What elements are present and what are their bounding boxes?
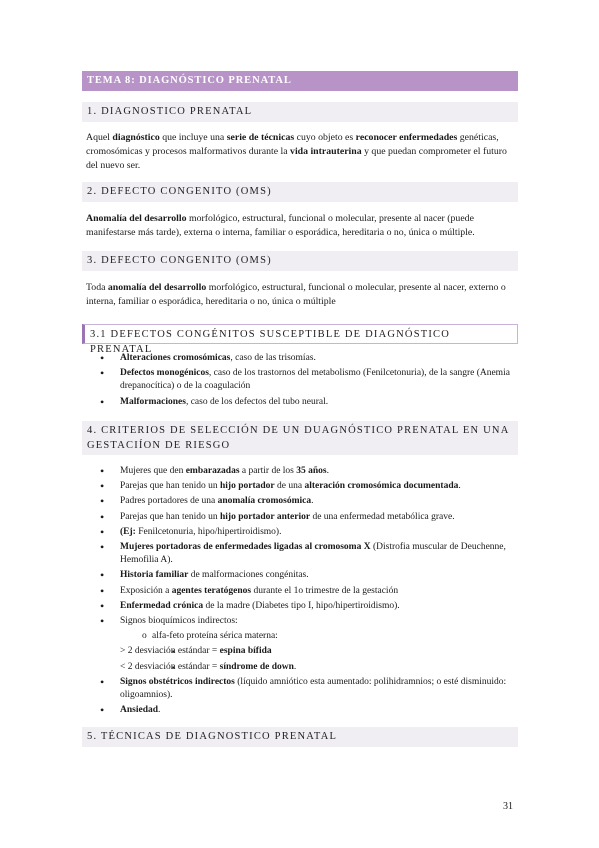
sub-list-item: ▪ < 2 desviación estándar = síndrome de down. xyxy=(96,661,516,674)
section-4-heading: 4. CRITERIOS DE SELECCIÓN DE UN DUAGNÓSTICO PRENATAL EN UNA GESTACIÍON DE RIESGO xyxy=(82,421,518,455)
list-item: • Historia familiar de malformaciones congénitas. xyxy=(96,569,516,582)
list-item: • Ansiedad. xyxy=(96,704,516,717)
section-1-paragraph: Aquel diagnóstico que incluye una serie de técnicas cuyo objeto es reconocer enfermedades genéticas, cromosómicas y procesos malformativos durante la vida intrauterina y que puedan comprometer el futuro del nuevo ser. xyxy=(86,132,507,171)
list-item: • Signos obstétricos indirectos (líquido amniótico esta aumentado: polihidramnios; o esté disminuido: oligoamnios). xyxy=(96,676,516,702)
section-1-heading: 1. DIAGNOSTICO PRENATAL xyxy=(82,102,518,122)
section-3-1-heading: 3.1 DEFECTOS CONGÉNITOS SUSCEPTIBLE DE DIAGNÓSTICO PRENATAL xyxy=(82,324,518,344)
list-item: • Mujeres portadoras de enfermedades ligadas al cromosoma X (Distrofia muscular de Deuchenne, Hemofilia A). xyxy=(96,541,516,567)
section-2-heading: 2. DEFECTO CONGENITO (OMS) xyxy=(82,182,518,202)
list-item: • Enfermedad crónica de la madre (Diabetes tipo I, hipo/hipertiroidismo). xyxy=(96,600,516,613)
list-item: • Signos bioquímicos indirectos: xyxy=(96,615,516,628)
section-4-list xyxy=(96,465,516,719)
section-3-1-list xyxy=(96,352,516,411)
list-item: • Defectos monogénicos, caso de los trastornos del metabolismo (Fenilcetonuria), de la sangre (Anemia drepanocítica) o de la coagulación xyxy=(96,367,516,393)
list-item: • (Ej: Fenilcetonuria, hipo/hipertiroidismo). xyxy=(96,526,516,539)
page-number: 31 xyxy=(503,801,513,812)
list-item: • Exposición a agentes teratógenos durante el 1o trimestre de la gestación xyxy=(96,585,516,598)
list-item: • Alteraciones cromosómicas, caso de las trisomías. xyxy=(96,352,516,365)
list-item: • Malformaciones, caso de los defectos del tubo neural. xyxy=(96,396,516,409)
list-item: • Mujeres que den embarazadas a partir de los 35 años. xyxy=(96,465,516,478)
sub-list-item: o alfa-feto proteína sérica materna: xyxy=(96,630,516,643)
list-item: • Padres portadores de una anomalía cromosómica. xyxy=(96,495,516,508)
section-3-heading: 3. DEFECTO CONGENITO (OMS) xyxy=(82,251,518,271)
list-item: • Parejas que han tenido un hijo portador anterior de una enfermedad metabólica grave. xyxy=(96,511,516,524)
chapter-banner: TEMA 8: DIAGNÓSTICO PRENATAL xyxy=(82,71,518,91)
section-2-paragraph: Anomalía del desarrollo morfológico, estructural, funcional o molecular, presente al nacer (puede manifestarse más tarde), externa o interna, familiar o esporádica, hereditaria o no, única o múltiple. xyxy=(86,213,475,238)
section-5-heading: 5. TÉCNICAS DE DIAGNOSTICO PRENATAL xyxy=(82,727,518,747)
sub-list-item: ▪ > 2 desviación estándar = espina bífida xyxy=(96,645,516,658)
section-3-paragraph: Toda anomalía del desarrollo morfológico, estructural, funcional o molecular, presente al nacer, externo o interna, familiar o esporádica, hereditaria o no, única o múltiple xyxy=(86,282,506,307)
list-item: • Parejas que han tenido un hijo portador de una alteración cromosómica documentada. xyxy=(96,480,516,493)
